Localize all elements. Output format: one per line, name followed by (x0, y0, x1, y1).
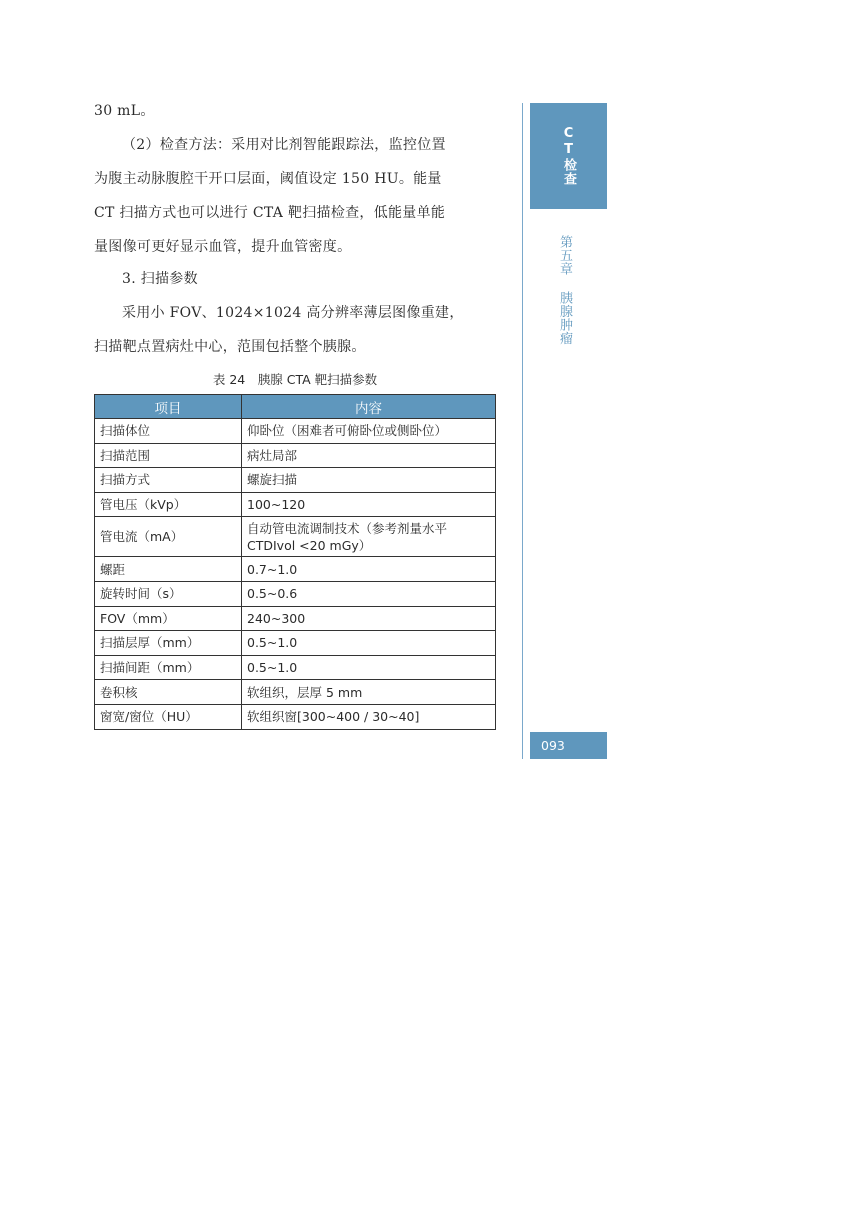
paragraph-continuation (94, 94, 496, 128)
table-caption: 表 24 胰腺 CTA 靶扫描参数 (212, 372, 378, 387)
cell-content: 自动管电流调制技术（参考剂量水平 CTDIvol <20 mGy） (242, 517, 496, 557)
header-content: 内容 (242, 395, 496, 419)
text-line: 为腹主动脉腹腔干开口层面，阈值设定 150 HU。能量 (94, 171, 442, 187)
cell-item: 扫描方式 (95, 468, 242, 493)
cell-item: 扫描范围 (95, 443, 242, 468)
text-line: （2）检查方法：采用对比剂智能跟踪法，监控位置 (122, 137, 446, 153)
margin-divider (522, 103, 523, 759)
cell-content: 0.5~1.0 (242, 655, 496, 680)
table-row (95, 443, 496, 468)
table-row (95, 419, 496, 444)
scan-parameter-table (94, 394, 496, 730)
cell-item: 扫描间距（mm） (95, 655, 242, 680)
cell-content: 病灶局部 (242, 443, 496, 468)
cell-content: 软组织窗[300~400 / 30~40] (242, 704, 496, 729)
table-row (95, 581, 496, 606)
heading-text: 3. 扫描参数 (122, 271, 198, 287)
cell-item: FOV（mm） (95, 606, 242, 631)
table-row (95, 492, 496, 517)
table-row (95, 704, 496, 729)
text-line: 30 mL。 (94, 103, 155, 119)
cell-item: 扫描体位 (95, 419, 242, 444)
cell-item: 卷积核 (95, 680, 242, 705)
section-heading (94, 262, 496, 296)
paragraph-scan-params (94, 296, 496, 364)
text-line: 量图像可更好显示血管，提升血管密度。 (94, 239, 352, 255)
cell-item: 管电压（kVp） (95, 492, 242, 517)
cell-content: 0.7~1.0 (242, 557, 496, 582)
cell-item: 窗宽/窗位（HU） (95, 704, 242, 729)
table-row (95, 517, 496, 557)
text-line: 采用小 FOV、1024×1024 高分辨率薄层图像重建， (122, 305, 464, 321)
text-line: CT 扫描方式也可以进行 CTA 靶扫描检查，低能量单能 (94, 205, 446, 221)
table-row (95, 606, 496, 631)
table-header-row (95, 395, 496, 419)
table-row (95, 557, 496, 582)
section-tab: CT检查 (530, 103, 607, 209)
paragraph-exam-method (94, 128, 496, 264)
cell-item: 旋转时间（s） (95, 581, 242, 606)
cell-content: 100~120 (242, 492, 496, 517)
cell-content: 240~300 (242, 606, 496, 631)
chapter-label: 第五章 胰腺肿瘤 (557, 235, 572, 345)
table-row (95, 680, 496, 705)
header-item: 项目 (95, 395, 242, 419)
table-row (95, 631, 496, 656)
table-row (95, 468, 496, 493)
cell-content: 螺旋扫描 (242, 468, 496, 493)
cell-content: 0.5~1.0 (242, 631, 496, 656)
cell-item: 扫描层厚（mm） (95, 631, 242, 656)
cell-content: 仰卧位（困难者可俯卧位或侧卧位） (242, 419, 496, 444)
table-row (95, 655, 496, 680)
cell-item: 螺距 (95, 557, 242, 582)
cell-content: 0.5~0.6 (242, 581, 496, 606)
page-number: 093 (530, 732, 607, 759)
cell-content: 软组织，层厚 5 mm (242, 680, 496, 705)
text-line: 扫描靶点置病灶中心，范围包括整个胰腺。 (94, 339, 366, 355)
cell-item: 管电流（mA） (95, 517, 242, 557)
